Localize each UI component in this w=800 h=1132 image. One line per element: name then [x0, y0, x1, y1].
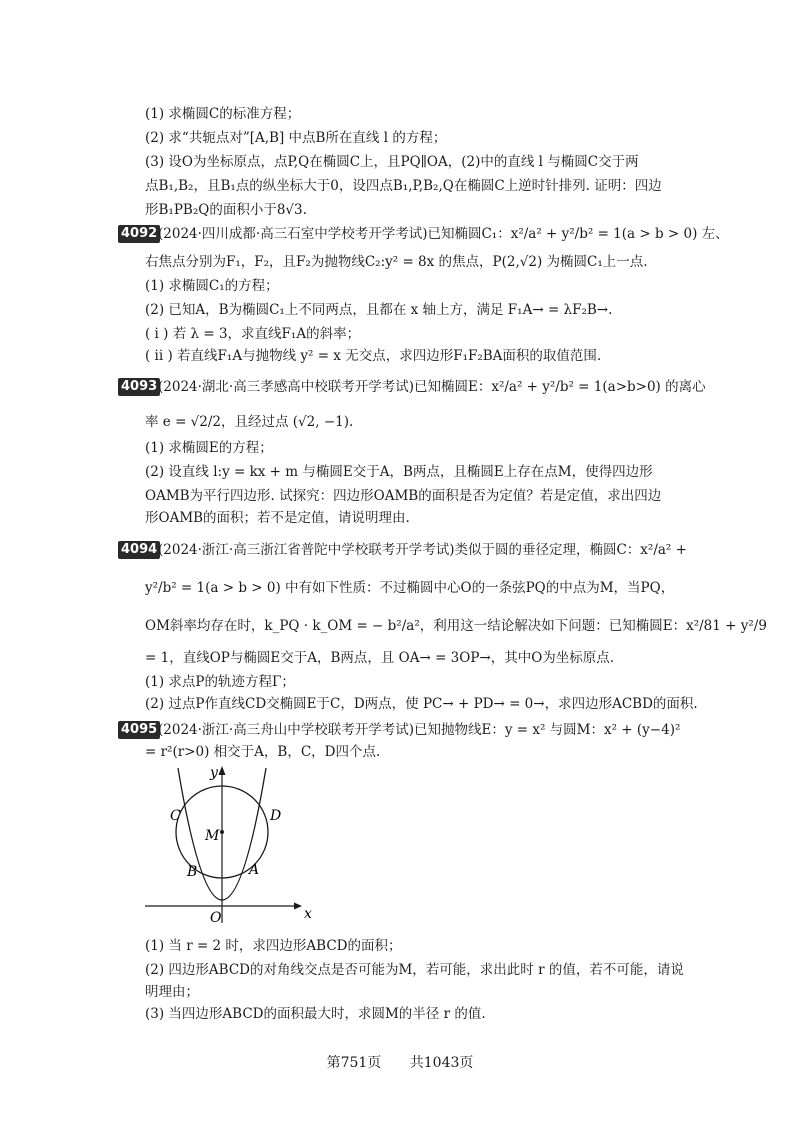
intro-line-5: 形B₁PB₂Q的面积小于8√3.	[145, 202, 307, 218]
x-axis-label: x	[304, 906, 312, 922]
problem-4095-question-3: (3) 当四边形ABCD的面积最大时，求圆M的半径 r 的值.	[145, 1006, 486, 1022]
problem-4092-line-6: ( ii ) 若直线F₁A与抛物线 y² = x 无交点，求四边形F₁F₂BA面积的取值范围.	[145, 348, 602, 364]
problem-4093-line-3: (1) 求椭圆E的方程；	[145, 440, 273, 456]
page-number: 第751页	[326, 1055, 382, 1071]
point-c-label: C	[170, 808, 181, 824]
problem-4094-line-1: (2024·浙江·高三浙江省普陀中学校联考开学考试)类似于圆的垂径定理，椭圆C：x²/a² +	[158, 542, 687, 558]
problem-4093-line-2: 率 e = √2/2，且经过点 (√2, −1).	[145, 414, 354, 430]
origin-label: O	[210, 910, 222, 925]
problem-4092-line-2: 右焦点分别为F₁，F₂，且F₂为抛物线C₂:y² = 8x 的焦点，P(2,√2) 为椭圆C₁上一点.	[145, 254, 648, 270]
problem-number-badge: 4095	[118, 721, 160, 739]
problem-number-badge: 4093	[118, 378, 160, 396]
problem-4095-line-2: = r²(r>0) 相交于A，B，C，D四个点.	[145, 744, 381, 760]
problem-number-badge: 4094	[118, 541, 160, 559]
problem-4093-line-6: 形OAMB的面积；若不是定值，请说明理由.	[145, 510, 410, 526]
point-a-label: A	[249, 862, 260, 878]
problem-4094-line-5: (1) 求点P的轨迹方程Γ；	[145, 674, 295, 690]
y-axis-label: y	[210, 765, 218, 781]
x-axis-arrow	[294, 903, 302, 910]
problem-4093-line-4: (2) 设直线 l:y = kx + m 与椭圆E交于A，B两点，且椭圆E上存在点M，使得四边形	[145, 464, 653, 480]
problem-4093-line-5: OAMB为平行四边形. 试探究：四边形OAMB的面积是否为定值？若是定值，求出四边	[145, 488, 662, 504]
page-footer	[0, 1052, 800, 1072]
problem-4092-line-3: (1) 求椭圆C₁的方程；	[145, 278, 279, 294]
problem-4095-line-1: (2024·浙江·高三舟山中学校联考开学考试)已知抛物线E：y = x² 与圆M：x² + (y−4)²	[158, 722, 681, 738]
point-b-label: B	[187, 864, 198, 880]
problem-4093-line-1: (2024·湖北·高三孝感高中校联考开学考试)已知椭圆E：x²/a² + y²/b² = 1(a>b>0) 的离心	[158, 379, 706, 395]
intro-line-4: 点B₁,B₂，且B₁点的纵坐标大于0，设四点B₁,P,B₂,Q在椭圆C上逆时针排列. 证明：四边	[145, 178, 662, 194]
problem-4095-question-1: (1) 当 r = 2 时，求四边形ABCD的面积；	[145, 938, 402, 954]
problem-4094-line-6: (2) 过点P作直线CD交椭圆E于C，D两点，使 PC→ + PD→ = 0→，求四边形ACBD的面积.	[145, 696, 698, 712]
problem-number-badge: 4092	[118, 225, 160, 243]
problem-4095-question-2-cont: 明理由；	[145, 984, 199, 1000]
problem-4092-line-5: ( i ) 若 λ = 3，求直线F₁A的斜率；	[145, 326, 361, 342]
intro-line-3: (3) 设O为坐标原点，点P,Q在椭圆C上，且PQ∥OA，(2)中的直线 l 与椭圆C交于两	[145, 154, 639, 170]
problem-4095-question-2: (2) 四边形ABCD的对角线交点是否可能为M，若可能，求出此时 r 的值，若不可能，请说	[145, 962, 684, 978]
problem-4094-line-2: y²/b² = 1(a > b > 0) 中有如下性质：不过椭圆中心O的一条弦PQ的中点为M，当PQ，	[145, 580, 675, 596]
problem-4092-line-1: (2024·四川成都·高三石室中学校考开学考试)已知椭圆C₁：x²/a² + y²/b² = 1(a > b > 0) 左、	[158, 226, 729, 242]
point-d-label: D	[270, 808, 282, 824]
intro-line-1: (1) 求椭圆C的标准方程；	[145, 106, 301, 122]
point-m-label: M	[205, 828, 220, 844]
intro-line-2: (2) 求“共轭点对”[A,B] 中点B所在直线 l 的方程；	[145, 130, 447, 146]
center-point-m	[220, 830, 224, 834]
problem-4094-line-4: = 1，直线OP与椭圆E交于A，B两点，且 OA→ = 3OP→，其中O为坐标原点.	[145, 650, 615, 666]
parabola-circle-figure	[140, 760, 320, 925]
y-axis-arrow	[219, 766, 226, 775]
total-pages: 共1043页	[409, 1055, 474, 1071]
problem-4094-line-3: OM斜率均存在时，k_PQ · k_OM = − b²/a²，利用这一结论解决如下问题：已知椭圆E：x²/81 + y²/9	[145, 618, 767, 634]
problem-4092-line-4: (2) 已知A，B为椭圆C₁上不同两点，且都在 x 轴上方，满足 F₁A→ = λF₂B→.	[145, 302, 613, 318]
